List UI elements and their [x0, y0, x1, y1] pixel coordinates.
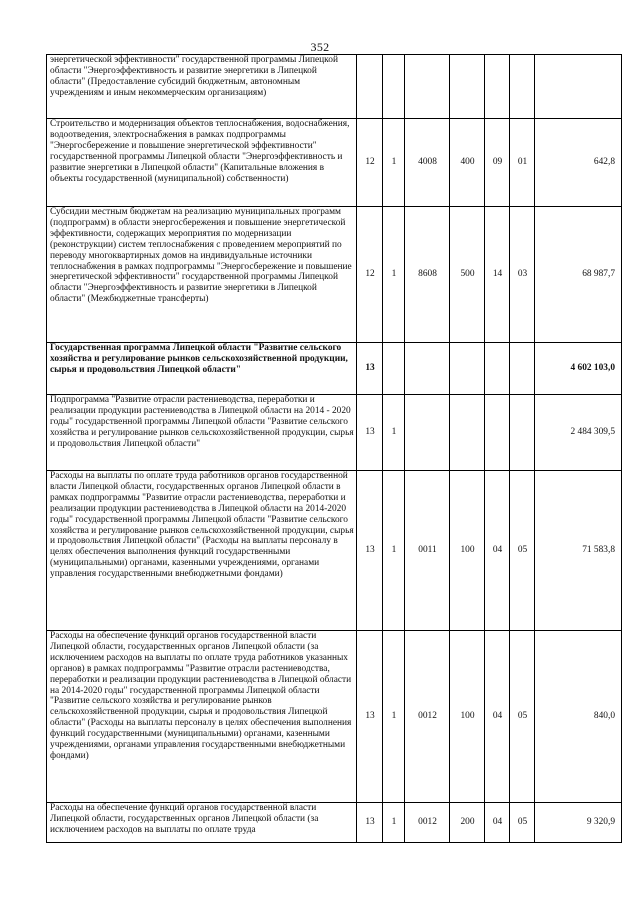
target-code: 0012	[405, 631, 450, 803]
podrazdel: 05	[510, 471, 535, 631]
section-code: 1	[383, 803, 405, 843]
target-code: 8608	[405, 207, 450, 343]
section-code	[383, 343, 405, 395]
table-row	[47, 631, 622, 803]
expense-type: 100	[450, 471, 485, 631]
amount: 642,8	[535, 119, 622, 207]
podrazdel: 05	[510, 631, 535, 803]
amount: 71 583,8	[535, 471, 622, 631]
target-code	[405, 55, 450, 119]
amount: 68 987,7	[535, 207, 622, 343]
expense-type	[450, 395, 485, 471]
section-code: 1	[383, 207, 405, 343]
row-name: Расходы на обеспечение функций органов государственной власти Липецкой области, государственных органов Липецкой области (за исключением расходов на выплаты по оплате труда	[47, 803, 357, 843]
table-row	[47, 343, 622, 395]
row-name: Подпрограмма "Развитие отрасли растениеводства, переработки и реализации продукции растениеводства в Липецкой области на 2014 - 2020 годы" государственной программы Липецкой области "Развитие сельского хозяйства и регулирование рынков сельскохозяйственной продукции, сырья и продовольствия Липецкой области"	[47, 395, 357, 471]
podrazdel	[510, 55, 535, 119]
razdel: 14	[485, 207, 510, 343]
ministry-code: 13	[357, 471, 383, 631]
page-number: 352	[310, 40, 330, 54]
razdel: 04	[485, 803, 510, 843]
row-name: Государственная программа Липецкой области "Развитие сельского хозяйства и регулирование рынков сельскохозяйственной продукции, сырья и продовольствия Липецкой области"	[47, 343, 357, 395]
target-code: 0011	[405, 471, 450, 631]
podrazdel	[510, 343, 535, 395]
ministry-code: 13	[357, 395, 383, 471]
section-code: 1	[383, 471, 405, 631]
razdel	[485, 55, 510, 119]
table-row	[47, 119, 622, 207]
razdel	[485, 395, 510, 471]
expense-type	[450, 55, 485, 119]
table-row	[47, 471, 622, 631]
razdel	[485, 343, 510, 395]
target-code: 4008	[405, 119, 450, 207]
section-code	[383, 55, 405, 119]
row-name: энергетической эффективности" государственной программы Липецкой области "Энергоэффективность и развитие энергетики в Липецкой области" (Предоставление субсидий бюджетным, автономным учреждениям и иным некоммерческим организациям)	[47, 55, 357, 119]
section-code: 1	[383, 631, 405, 803]
expense-type: 500	[450, 207, 485, 343]
razdel: 09	[485, 119, 510, 207]
podrazdel: 05	[510, 803, 535, 843]
amount	[535, 55, 622, 119]
ministry-code: 12	[357, 119, 383, 207]
expense-type: 200	[450, 803, 485, 843]
section-code: 1	[383, 395, 405, 471]
row-name: Строительство и модернизация объектов теплоснабжения, водоснабжения, водоотведения, электроснабжения в рамках подпрограммы "Энергосбережение и повышение энергетической эффективности" государственной программы Липецкой области "Энергоэффективность и развитие энергетики в Липецкой области" (Капитальные вложения в объекты государственной (муниципальной) собственности)	[47, 119, 357, 207]
ministry-code	[357, 55, 383, 119]
table-row	[47, 55, 622, 119]
ministry-code: 13	[357, 803, 383, 843]
ministry-code: 13	[357, 343, 383, 395]
podrazdel	[510, 395, 535, 471]
budget-table	[46, 54, 622, 843]
expense-type: 400	[450, 119, 485, 207]
row-name: Субсидии местным бюджетам на реализацию муниципальных программ (подпрограмм) в области энергосбережения и повышение энергетической эффективности, содержащих мероприятия по модернизации (реконструкции) систем теплоснабжения с проведением мероприятий по переводу многоквартирных домов на индивидуальные источники теплоснабжения в рамках подпрограммы "Энергосбережение и повышение энергетической эффективности" государственной программы Липецкой области "Энергоэффективность и развитие энергетики в Липецкой области" (Межбюджетные трансферты)	[47, 207, 357, 343]
razdel: 04	[485, 471, 510, 631]
section-code: 1	[383, 119, 405, 207]
amount: 2 484 309,5	[535, 395, 622, 471]
table-row	[47, 803, 622, 843]
target-code: 0012	[405, 803, 450, 843]
table-row	[47, 395, 622, 471]
row-name: Расходы на обеспечение функций органов государственной власти Липецкой области, государственных органов Липецкой области (за исключением расходов на выплаты по оплате труда работников указанных органов) в рамках подпрограммы "Развитие отрасли растениеводства, переработки и реализации продукции растениеводства в Липецкой области на 2014-2020 годы" государственной программы Липецкой области "Развитие сельского хозяйства и регулирование рынков сельскохозяйственной продукции, сырья и продовольствия Липецкой области" (Расходы на выплаты персоналу в целях обеспечения выполнения функций государственными (муниципальными) органами, казенными учреждениями, органами управления государственными внебюджетными фондами)	[47, 631, 357, 803]
expense-type: 100	[450, 631, 485, 803]
amount: 9 320,9	[535, 803, 622, 843]
table-row	[47, 207, 622, 343]
amount: 840,0	[535, 631, 622, 803]
amount: 4 602 103,0	[535, 343, 622, 395]
expense-type	[450, 343, 485, 395]
ministry-code: 13	[357, 631, 383, 803]
razdel: 04	[485, 631, 510, 803]
podrazdel: 01	[510, 119, 535, 207]
ministry-code: 12	[357, 207, 383, 343]
target-code	[405, 343, 450, 395]
row-name: Расходы на выплаты по оплате труда работников органов государственной власти Липецкой области, государственных органов Липецкой области в рамках подпрограммы "Развитие отрасли растениеводства, переработки и реализации продукции растениеводства в Липецкой области на 2014-2020 годы" государственной программы Липецкой области "Развитие сельского хозяйства и регулирование рынков сельскохозяйственной продукции, сырья и продовольствия Липецкой области" (Расходы на выплаты персоналу в целях обеспечения выполнения функций государственными (муниципальными) органами, казенными учреждениями, органами управления государственными внебюджетными фондами)	[47, 471, 357, 631]
target-code	[405, 395, 450, 471]
podrazdel: 03	[510, 207, 535, 343]
